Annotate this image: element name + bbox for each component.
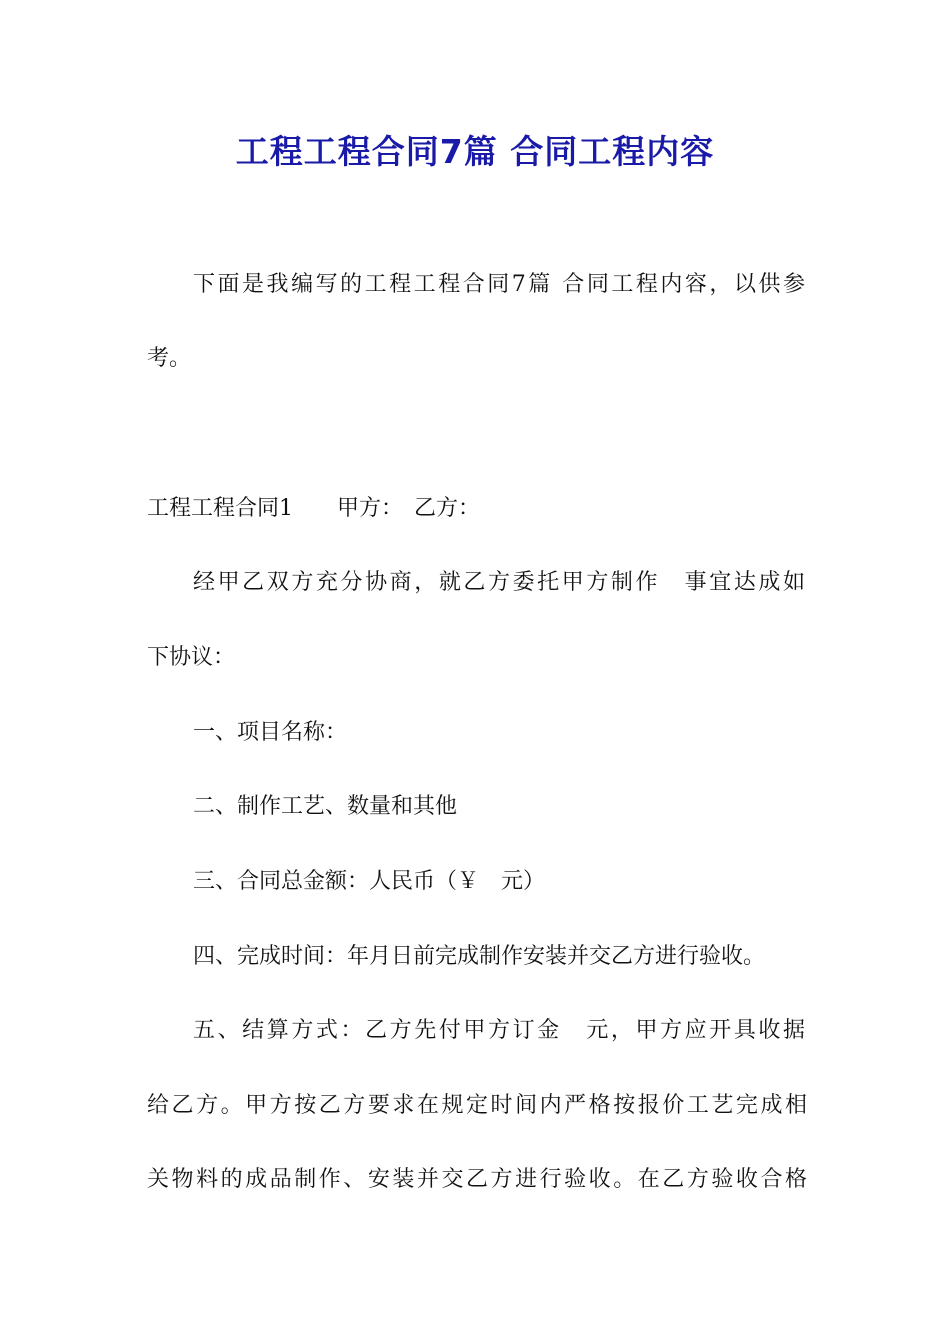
paragraph-line: 下协议： [147,645,236,670]
document-title: 工程工程合同7篇 合同工程内容 [235,132,715,171]
clause-item-1: 一、项目名称： [193,720,348,745]
clause-item-5: 五、结算方式：乙方先付甲方订金 元，甲方应开具收据 [193,1018,805,1043]
paragraph-line: 给乙方。甲方按乙方要求在规定时间内严格按报价工艺完成相 [147,1093,807,1118]
clause-item-3: 三、合同总金额：人民币（￥ 元） [193,869,546,894]
paragraph-line: 经甲乙双方充分协商，就乙方委托甲方制作 事宜达成如 [193,570,805,595]
contract-heading: 工程工程合同1 甲方： 乙方： [147,496,480,521]
clause-item-4: 四、完成时间：年月日前完成制作安装并交乙方进行验收。 [193,944,766,969]
paragraph-line: 关物料的成品制作、安装并交乙方进行验收。在乙方验收合格 [147,1167,807,1192]
intro-line-1: 下面是我编写的工程工程合同7篇 合同工程内容，以供参 [193,272,805,297]
intro-line-2: 考。 [147,346,192,371]
clause-item-2: 二、制作工艺、数量和其他 [193,794,458,819]
